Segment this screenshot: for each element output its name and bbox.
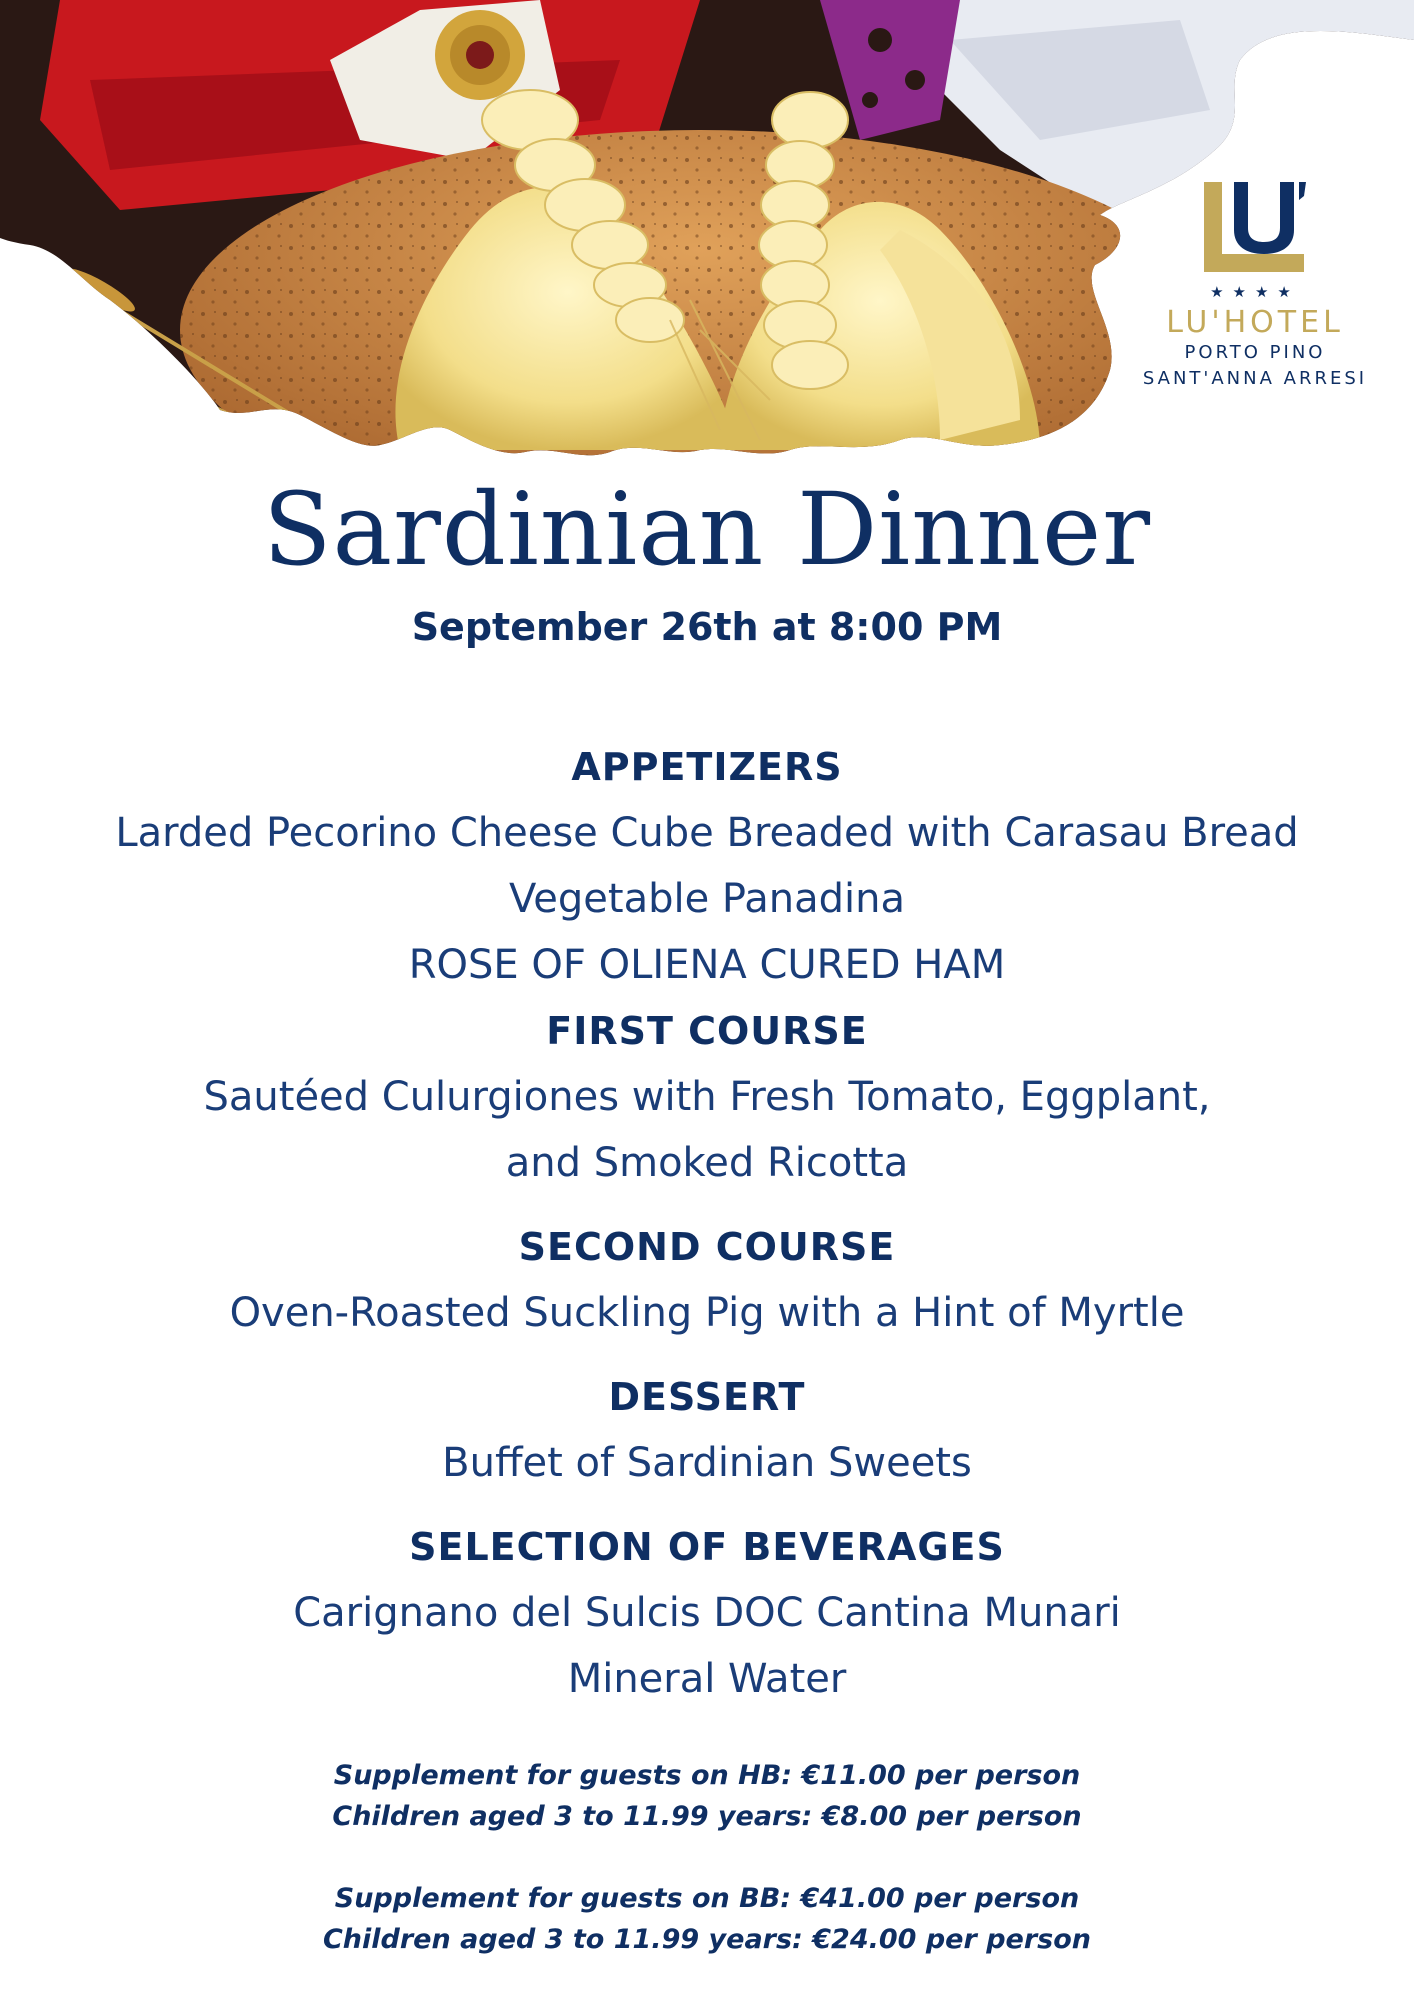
menu-item: Buffet of Sardinian Sweets: [442, 1440, 972, 1486]
hotel-location: PORTO PINO: [1184, 342, 1326, 363]
event-date: September 26th at 8:00 PM: [411, 605, 1003, 649]
hb-children-price: Children aged 3 to 11.99 years: €8.00 per person: [332, 1801, 1082, 1832]
section-dessert: [0, 1364, 1414, 1496]
hotel-logo: [1120, 180, 1390, 392]
section-title: APPETIZERS: [571, 745, 843, 789]
bb-supplement: Supplement for guests on BB: €41.00 per person: [334, 1883, 1080, 1914]
section-second-course: [0, 1214, 1414, 1346]
bb-children-price: Children aged 3 to 11.99 years: €24.00 per person: [322, 1924, 1091, 1955]
event-title: Sardinian Dinner: [262, 471, 1152, 588]
hotel-stars: ★★★★: [1210, 283, 1300, 301]
lu-monogram-icon: [1200, 180, 1310, 275]
hotel-town: SANT'ANNA ARRESI: [1142, 368, 1368, 389]
menu-item: Mineral Water: [567, 1656, 847, 1702]
menu: [0, 734, 1414, 1712]
section-title: SELECTION OF BEVERAGES: [409, 1525, 1005, 1569]
hb-supplement: Supplement for guests on HB: €11.00 per person: [333, 1760, 1081, 1791]
menu-item: Vegetable Panadina: [509, 876, 905, 922]
section-appetizers: [0, 734, 1414, 998]
menu-item: Oven-Roasted Suckling Pig with a Hint of Myrtle: [229, 1290, 1185, 1336]
menu-item: ROSE OF OLIENA CURED HAM: [408, 942, 1006, 988]
section-title: DESSERT: [608, 1375, 806, 1419]
section-title: FIRST COURSE: [546, 1009, 868, 1053]
pricing-notes: [0, 1755, 1414, 1960]
section-title: SECOND COURSE: [518, 1225, 896, 1269]
section-first-course: [0, 998, 1414, 1196]
section-beverages: [0, 1514, 1414, 1712]
hotel-name: LU'HOTEL: [1166, 305, 1344, 340]
menu-item: Carignano del Sulcis DOC Cantina Munari: [293, 1590, 1121, 1636]
menu-item: Sautéed Culurgiones with Fresh Tomato, Eggplant,: [203, 1074, 1211, 1120]
menu-item: and Smoked Ricotta: [505, 1140, 909, 1186]
menu-item: Larded Pecorino Cheese Cube Breaded with Carasau Bread: [115, 810, 1299, 856]
